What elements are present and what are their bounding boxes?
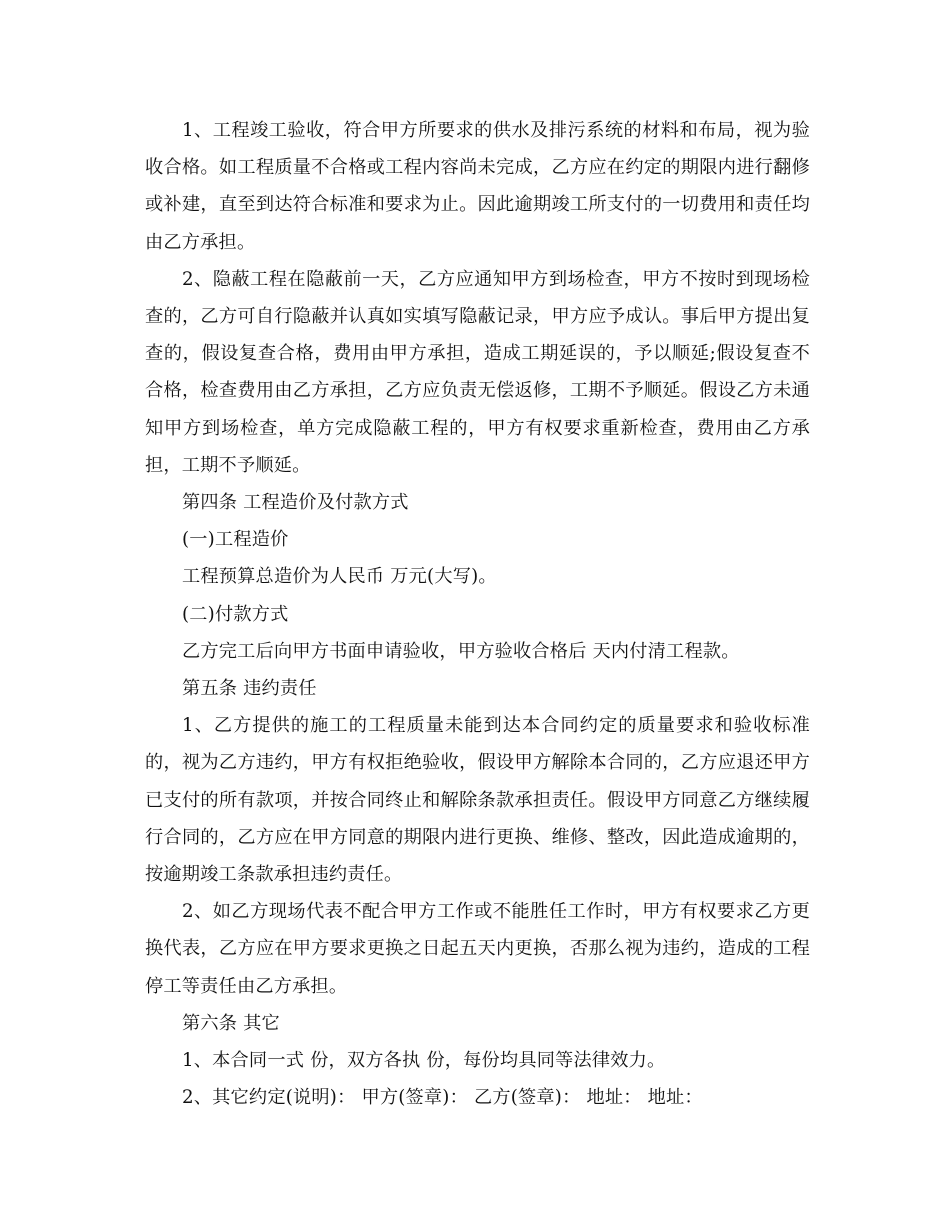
article-five-heading: 第五条 违约责任 xyxy=(182,678,317,700)
article-four-heading: 第四条 工程造价及付款方式 xyxy=(182,492,409,514)
clause-concealed-work-paragraph: 2、隐蔽工程在隐蔽前一天，乙方应通知甲方到场检查，甲方不按时到现场检查的，乙方可自行隐蔽并认真如实填写隐蔽记录，甲方应予成认。事后甲方提出复查的，假设复查合格，费用由甲方承担，造成工期延误的，予以顺延;假设复查不合格，检查费用由乙方承担，乙方应负责无偿返修，工期不予顺延。假设乙方未通知甲方到场检查，单方完成隐蔽工程的，甲方有权要求重新检查，费用由乙方承担，工期不予顺延。 xyxy=(145,268,810,476)
copies-clause-line: 1、本合同一式 份，双方各执 份，每份均具同等法律效力。 xyxy=(182,1050,666,1072)
section-project-cost-heading: (一)工程造价 xyxy=(182,529,289,551)
section-payment-method-heading: (二)付款方式 xyxy=(182,603,289,625)
article-six-heading: 第六条 其它 xyxy=(182,1012,280,1034)
project-cost-line: 工程预算总造价为人民币 万元(大写)。 xyxy=(182,566,497,588)
breach-representative-paragraph: 2、如乙方现场代表不配合甲方工作或不能胜任工作时，甲方有权要求乙方更换代表，乙方应在甲方要求更换之日起五天内更换，否那么视为违约，造成的工程停工等责任由乙方承担。 xyxy=(145,901,810,997)
signature-line: 2、其它约定(说明)： 甲方(签章)： 乙方(签章)： 地址： 地址： xyxy=(182,1087,703,1109)
payment-method-line: 乙方完工后向甲方书面申请验收，甲方验收合格后 天内付清工程款。 xyxy=(182,640,740,662)
clause-acceptance-paragraph: 1、工程竣工验收，符合甲方所要求的供水及排污系统的材料和布局，视为验收合格。如工程质量不合格或工程内容尚未完成，乙方应在约定的期限内进行翻修或补建，直至到达符合标准和要求为止。因此逾期竣工所支付的一切费用和责任均由乙方承担。 xyxy=(145,120,810,253)
breach-quality-paragraph: 1、乙方提供的施工的工程质量未能到达本合同约定的质量要求和验收标准的，视为乙方违约，甲方有权拒绝验收，假设甲方解除本合同的，乙方应退还甲方已支付的所有款项，并按合同终止和解除条款承担责任。假设甲方同意乙方继续履行合同的，乙方应在甲方同意的期限内进行更换、维修、整改，因此造成逾期的，按逾期竣工条款承担违约责任。 xyxy=(145,715,810,886)
document-body xyxy=(145,112,810,1116)
